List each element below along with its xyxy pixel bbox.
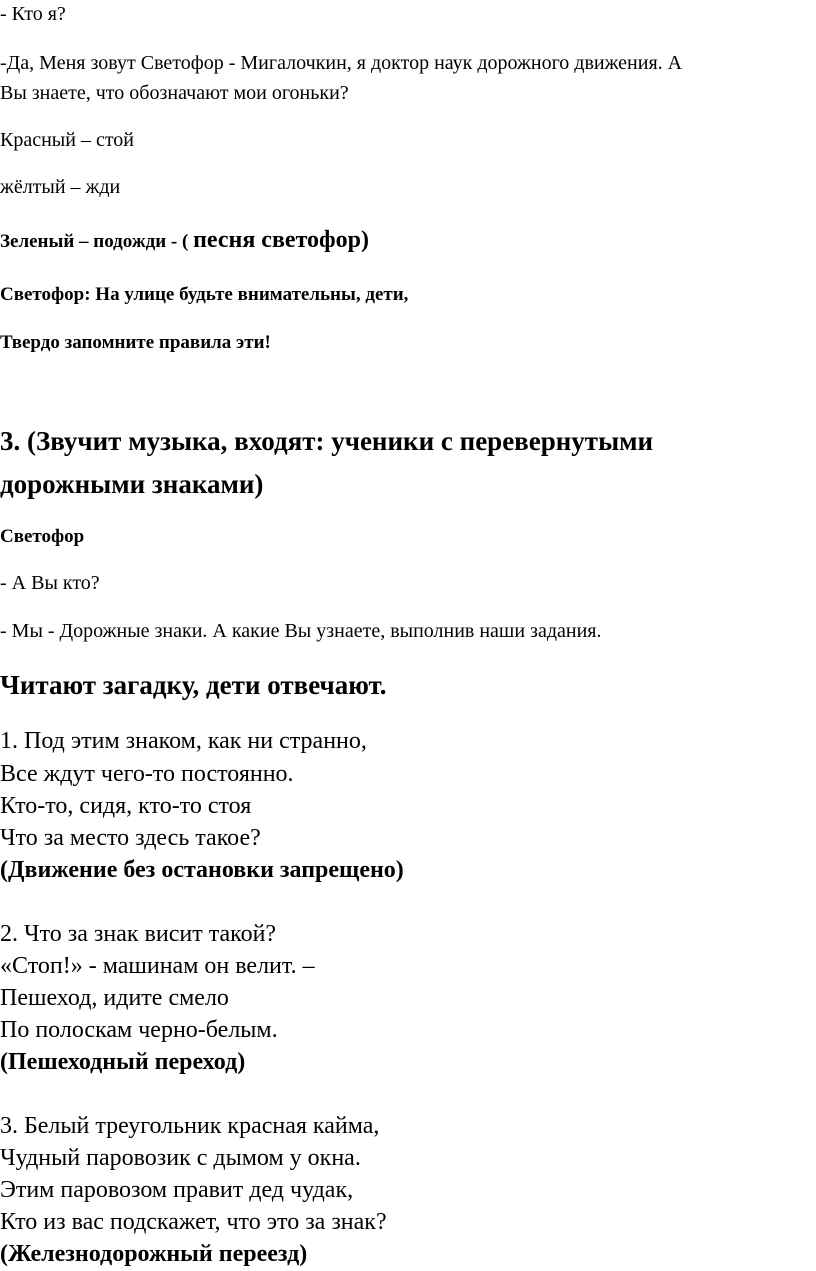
riddle-3-answer: (Железнодорожный переезд) xyxy=(0,1241,308,1267)
riddle-3-line-2: Чудный паровозик с дымом у окна. xyxy=(0,1145,361,1171)
svetofor-speech-line-1: Светофор: На улице будьте внимательны, дети, xyxy=(0,284,409,305)
speaker-svetofor: Светофор xyxy=(0,526,85,547)
riddle-3-line-3: Этим паровозом правит дед чудак, xyxy=(0,1177,354,1203)
riddle-1-line-4: Что за место здесь такое? xyxy=(0,825,261,851)
riddle-1-line-1: 1. Под этим знаком, как ни странно, xyxy=(0,728,367,754)
riddle-2-line-1: 2. Что за знак висит такой? xyxy=(0,921,277,947)
riddle-2-line-3: Пешеход, идите смело xyxy=(0,985,229,1011)
svetofor-speech-line-2: Твердо запомните правила эти! xyxy=(0,332,271,353)
section-3-heading-line-1: 3. (Звучит музыка, входят: ученики с перевернутыми xyxy=(0,426,654,456)
section-3-heading-line-2: дорожными знаками) xyxy=(0,469,264,499)
green-light-text: Зеленый – подожди - ( xyxy=(0,231,194,252)
song-title: песня светофор) xyxy=(193,227,369,253)
riddle-2-line-4: По полоскам черно-белым. xyxy=(0,1017,278,1043)
reply-road-signs: - Мы - Дорожные знаки. А какие Вы узнаете, выполнив наши задания. xyxy=(0,620,602,642)
riddle-1-answer: (Движение без остановки запрещено) xyxy=(0,857,404,883)
dialogue-who-am-i: - Кто я? xyxy=(0,3,66,25)
riddle-1-line-2: Все ждут чего-то постоянно. xyxy=(0,761,294,787)
dialogue-green-light xyxy=(0,228,369,252)
riddle-2-answer: (Пешеходный переход) xyxy=(0,1049,246,1075)
riddle-3-line-4: Кто из вас подскажет, что это за знак? xyxy=(0,1209,387,1235)
dialogue-answer-line-2: Вы знаете, что обозначают мои огоньки? xyxy=(0,82,349,104)
riddle-2-line-2: «Стоп!» - машинам он велит. – xyxy=(0,953,315,979)
dialogue-yellow-light: жёлтый – жди xyxy=(0,176,121,198)
riddle-1-line-3: Кто-то, сидя, кто-то стоя xyxy=(0,793,252,819)
riddle-3-line-1: 3. Белый треугольник красная кайма, xyxy=(0,1113,380,1139)
riddles-heading: Читают загадку, дети отвечают. xyxy=(0,670,387,700)
dialogue-red-light: Красный – стой xyxy=(0,129,134,151)
dialogue-answer-line-1: -Да, Меня зовут Светофор - Мигалочкин, я доктор наук дорожного движения. А xyxy=(0,52,683,74)
question-who-are-you: - А Вы кто? xyxy=(0,572,100,594)
